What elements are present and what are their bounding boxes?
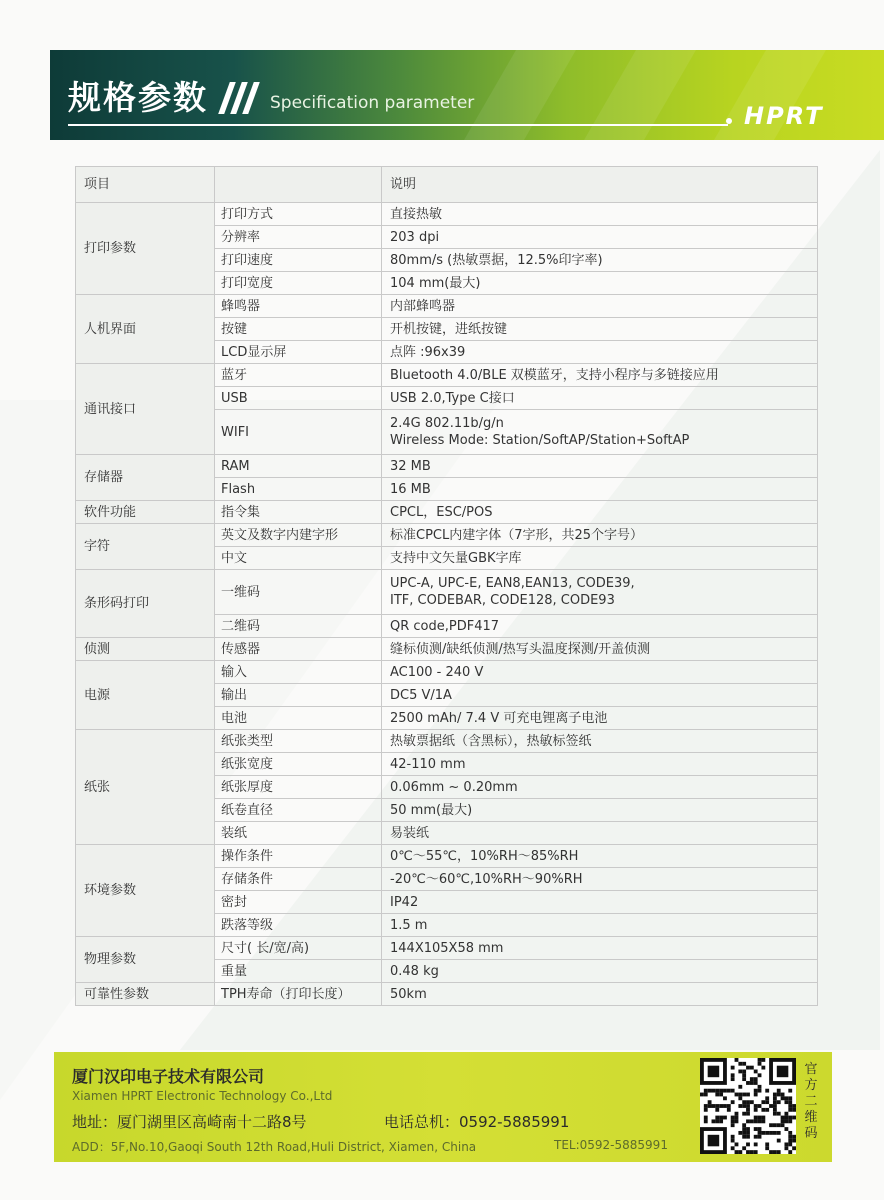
desc-cell: [382, 983, 818, 1006]
item-cell: 中文: [215, 547, 382, 570]
desc-cell: [382, 501, 818, 524]
desc-line: 16 MB: [390, 481, 431, 497]
desc-cell: [382, 547, 818, 570]
desc-cell: [382, 638, 818, 661]
item-cell: 输出: [215, 684, 382, 707]
desc-cell: [382, 341, 818, 364]
table-row: [76, 937, 818, 960]
table-row: [76, 455, 818, 478]
item-cell: 尺寸( 长/宽/高): [215, 937, 382, 960]
item-cell: 存储条件: [215, 868, 382, 891]
desc-cell: [382, 661, 818, 684]
desc-cell: [382, 960, 818, 983]
group-label: 通讯接口: [76, 364, 215, 455]
desc-line: AC100 - 240 V: [390, 664, 484, 680]
desc-cell: [382, 615, 818, 638]
desc-cell: [382, 799, 818, 822]
desc-cell: [382, 914, 818, 937]
item-cell: 二维码: [215, 615, 382, 638]
address-en: ADD：5F,No.10,Gaoqi South 12th Road,Huli District, Xiamen, China: [72, 1140, 477, 1154]
desc-line: 缝标侦测/缺纸侦测/热写头温度探测/开盖侦测: [390, 641, 651, 657]
desc-line: DC5 V/1A: [390, 687, 452, 703]
group-label: 侦测: [76, 638, 215, 661]
desc-line: 热敏票据纸（含黑标），热敏标签纸: [390, 733, 592, 749]
item-cell: RAM: [215, 455, 382, 478]
spec-table: [75, 166, 818, 1006]
desc-cell: [382, 249, 818, 272]
desc-line: 42-110 mm: [390, 756, 466, 772]
item-cell: 打印速度: [215, 249, 382, 272]
desc-cell: [382, 845, 818, 868]
table-header-row: [76, 167, 818, 203]
header-cell-item: 项目: [76, 167, 215, 203]
desc-line: 易装纸: [390, 825, 430, 841]
item-cell: LCD显示屏: [215, 341, 382, 364]
item-cell: 重量: [215, 960, 382, 983]
item-cell: 跌落等级: [215, 914, 382, 937]
address: 地址：厦门湖里区高崎南十二路8号: [72, 1113, 307, 1131]
desc-line: 2500 mAh/ 7.4 V 可充电锂离子电池: [390, 710, 608, 726]
desc-cell: [382, 753, 818, 776]
header-cell-sub: [215, 167, 382, 203]
desc-line: 支持中文矢量GBK字库: [390, 550, 522, 566]
table-row: [76, 295, 818, 318]
item-cell: WIFI: [215, 410, 382, 455]
desc-cell: [382, 822, 818, 845]
desc-line: 0.48 kg: [390, 963, 439, 979]
item-cell: 纸张宽度: [215, 753, 382, 776]
page-title: 规格参数: [68, 78, 208, 117]
desc-line: IP42: [390, 894, 419, 910]
desc-cell: [382, 203, 818, 226]
desc-line: 32 MB: [390, 458, 431, 474]
desc-line: 203 dpi: [390, 229, 440, 245]
group-label: 电源: [76, 661, 215, 730]
item-cell: 电池: [215, 707, 382, 730]
item-cell: 纸张厚度: [215, 776, 382, 799]
telephone: 电话总机：0592-5885991: [384, 1113, 570, 1131]
qr-code-icon: [700, 1058, 796, 1154]
item-cell: 密封: [215, 891, 382, 914]
desc-line: 开机按键，进纸按键: [390, 321, 508, 337]
item-cell: 分辨率: [215, 226, 382, 249]
desc-line: 144X105X58 mm: [390, 940, 504, 956]
qr-label: 官方二维码: [804, 1062, 818, 1141]
desc-line: 104 mm(最大): [390, 275, 481, 291]
header-cell-desc: 说明: [382, 167, 818, 203]
group-label: 可靠性参数: [76, 983, 215, 1006]
group-label: 物理参数: [76, 937, 215, 983]
desc-line: USB 2.0,Type C接口: [390, 390, 515, 406]
slash-decoration-icon: [218, 82, 262, 114]
item-cell: 按键: [215, 318, 382, 341]
table-row: [76, 983, 818, 1006]
table-row: [76, 638, 818, 661]
desc-cell: [382, 570, 818, 615]
item-cell: 蜂鸣器: [215, 295, 382, 318]
table-row: [76, 730, 818, 753]
desc-cell: [382, 387, 818, 410]
item-cell: 装纸: [215, 822, 382, 845]
page-header: [50, 50, 884, 140]
desc-cell: [382, 524, 818, 547]
desc-line: 直接热敏: [390, 206, 443, 222]
desc-cell: [382, 295, 818, 318]
desc-cell: [382, 776, 818, 799]
item-cell: 英文及数字内建字形: [215, 524, 382, 547]
item-cell: 操作条件: [215, 845, 382, 868]
telephone-en: TEL:0592-5885991: [554, 1138, 668, 1152]
page-subtitle: Specification parameter: [270, 93, 475, 113]
desc-line: 50 mm(最大): [390, 802, 473, 818]
desc-cell: [382, 730, 818, 753]
desc-line: QR code,PDF417: [390, 618, 500, 634]
desc-cell: [382, 478, 818, 501]
desc-cell: [382, 891, 818, 914]
brand-logo: HPRT: [744, 102, 824, 130]
desc-cell: [382, 707, 818, 730]
group-label: 软件功能: [76, 501, 215, 524]
group-label: 条形码打印: [76, 570, 215, 638]
item-cell: USB: [215, 387, 382, 410]
item-cell: 打印宽度: [215, 272, 382, 295]
group-label: 纸张: [76, 730, 215, 845]
item-cell: 纸卷直径: [215, 799, 382, 822]
desc-cell: [382, 868, 818, 891]
table-row: [76, 203, 818, 226]
desc-line: ITF, CODEBAR, CODE128, CODE93: [390, 593, 615, 608]
table-row: [76, 661, 818, 684]
table-row: [76, 501, 818, 524]
desc-line: 80mm/s (热敏票据，12.5%印字率): [390, 252, 603, 268]
desc-line: -20℃～60℃,10%RH～90%RH: [390, 871, 583, 887]
item-cell: 传感器: [215, 638, 382, 661]
item-cell: 一维码: [215, 570, 382, 615]
desc-line: 1.5 m: [390, 917, 428, 933]
item-cell: 蓝牙: [215, 364, 382, 387]
company-name: 厦门汉印电子技术有限公司: [72, 1067, 265, 1086]
table-row: [76, 364, 818, 387]
item-cell: 打印方式: [215, 203, 382, 226]
item-cell: TPH寿命（打印长度）: [215, 983, 382, 1006]
desc-line: CPCL，ESC/POS: [390, 504, 493, 520]
table-row: [76, 570, 818, 615]
desc-line: 2.4G 802.11b/g/n: [390, 416, 504, 431]
desc-line: 标准CPCL内建字体（7字形，共25个字号）: [390, 527, 644, 543]
desc-line: 点阵 :96x39: [390, 344, 466, 360]
item-cell: 指令集: [215, 501, 382, 524]
desc-cell: [382, 455, 818, 478]
desc-cell: [382, 318, 818, 341]
group-label: 打印参数: [76, 203, 215, 295]
group-label: 字符: [76, 524, 215, 570]
page-footer: [54, 1052, 832, 1162]
desc-cell: [382, 272, 818, 295]
desc-line: UPC-A, UPC-E, EAN8,EAN13, CODE39,: [390, 576, 635, 591]
desc-line: Wireless Mode: Station/SoftAP/Station+SoftAP: [390, 433, 690, 448]
decorative-stripe: [464, 50, 576, 140]
header-divider: [68, 124, 728, 126]
item-cell: 纸张类型: [215, 730, 382, 753]
table-row: [76, 524, 818, 547]
company-name-en: Xiamen HPRT Electronic Technology Co.,Ltd: [72, 1089, 333, 1103]
item-cell: 输入: [215, 661, 382, 684]
dot-icon: [726, 118, 732, 124]
decorative-stripe: [584, 50, 696, 140]
desc-cell: [382, 226, 818, 249]
group-label: 存储器: [76, 455, 215, 501]
table-row: [76, 845, 818, 868]
group-label: 人机界面: [76, 295, 215, 364]
item-cell: Flash: [215, 478, 382, 501]
desc-line: Bluetooth 4.0/BLE 双模蓝牙，支持小程序与多链接应用: [390, 367, 719, 383]
desc-line: 内部蜂鸣器: [390, 298, 456, 314]
desc-cell: [382, 937, 818, 960]
group-label: 环境参数: [76, 845, 215, 937]
desc-line: 0℃～55℃，10%RH～85%RH: [390, 848, 579, 864]
desc-line: 50km: [390, 986, 427, 1002]
desc-cell: [382, 410, 818, 455]
desc-line: 0.06mm ~ 0.20mm: [390, 779, 518, 795]
desc-cell: [382, 684, 818, 707]
desc-cell: [382, 364, 818, 387]
